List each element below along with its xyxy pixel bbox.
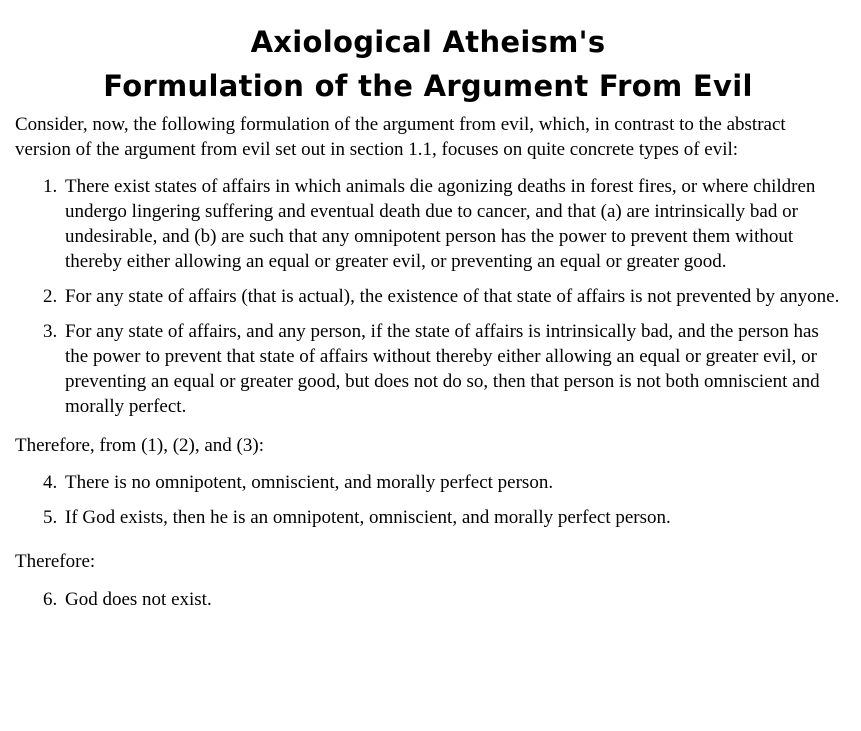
premise-number: 3. bbox=[43, 321, 58, 342]
title-line-1: Axiological Atheism's bbox=[250, 25, 606, 59]
intermediate-item bbox=[15, 470, 841, 495]
conclusion-text: God does not exist. bbox=[65, 589, 212, 610]
premise-text: For any state of affairs (that is actual), the existence of that state of affairs is not prevented by anyone. bbox=[65, 286, 840, 307]
premise-item bbox=[15, 284, 841, 309]
intro-paragraph: Consider, now, the following formulation of the argument from evil, which, in contrast to the abstract version of the argument from evil set out in section 1.1, focuses on quite concrete types of evil: bbox=[15, 114, 786, 160]
conclusion-item bbox=[15, 587, 841, 612]
premise-item bbox=[15, 174, 841, 274]
premise-number: 2. bbox=[43, 286, 58, 307]
therefore-statement-1: Therefore, from (1), (2), and (3): bbox=[15, 435, 264, 456]
premise-text: There exist states of affairs in which animals die agonizing deaths in forest fires, or where children undergo lingering suffering and eventual death due to cancer, and that (a) are intrinsically bad or undesirable, and (b) are such that any omnipotent person has the power to prevent them without thereby either allowing an equal or greater evil, or preventing an equal or greater good. bbox=[65, 176, 816, 272]
document-title bbox=[15, 20, 841, 108]
therefore-statement-2: Therefore: bbox=[15, 551, 96, 572]
intermediate-text: If God exists, then he is an omnipotent, omniscient, and morally perfect person. bbox=[65, 507, 671, 528]
intermediate-text: There is no omnipotent, omniscient, and morally perfect person. bbox=[65, 472, 554, 493]
premises-list bbox=[15, 174, 841, 419]
premise-text: For any state of affairs, and any person, if the state of affairs is intrinsically bad, and the person has the power to prevent that state of affairs without thereby either allowing an equal or greater evil, or preventing an equal or greater good, but does not do so, then that person is not both omniscient and morally perfect. bbox=[65, 321, 820, 417]
intermediate-number: 5. bbox=[43, 507, 58, 528]
premise-number: 1. bbox=[43, 176, 58, 197]
intermediate-number: 4. bbox=[43, 472, 58, 493]
conclusion-number: 6. bbox=[43, 589, 58, 610]
intermediate-conclusions-list bbox=[15, 470, 841, 530]
premise-item bbox=[15, 319, 841, 419]
conclusion-list bbox=[15, 587, 841, 612]
document bbox=[15, 20, 841, 612]
intermediate-item bbox=[15, 505, 841, 530]
title-line-2: Formulation of the Argument From Evil bbox=[103, 69, 753, 103]
